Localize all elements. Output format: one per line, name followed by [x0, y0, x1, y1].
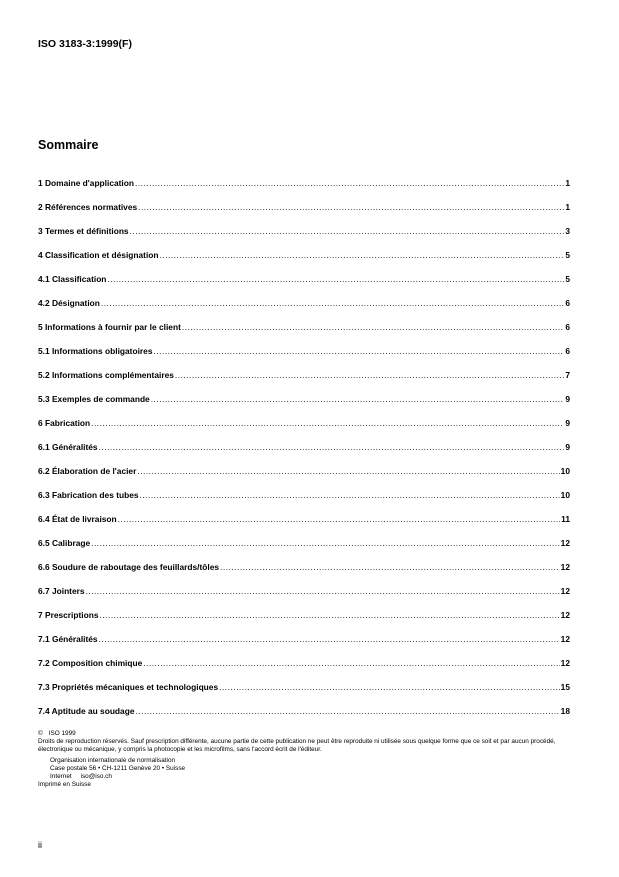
- internet-email[interactable]: iso@iso.ch: [80, 773, 112, 780]
- toc-entry[interactable]: [38, 548, 570, 572]
- toc-leader-dots: [135, 706, 559, 716]
- toc-entry-page: 12: [560, 562, 570, 572]
- toc-entry[interactable]: [38, 308, 570, 332]
- toc-entry[interactable]: [38, 692, 570, 716]
- toc-entry-page: 9: [565, 418, 570, 428]
- toc-entry-label: 4.2 Désignation: [38, 298, 100, 308]
- toc-entry-page: 9: [565, 394, 570, 404]
- printed-in: Imprimé en Suisse: [38, 781, 91, 788]
- toc-entry-label: 6.3 Fabrication des tubes: [38, 490, 139, 500]
- toc-leader-dots: [101, 298, 564, 308]
- toc-entry-page: 12: [560, 658, 570, 668]
- toc-leader-dots: [220, 562, 560, 572]
- copyright-line: [38, 730, 583, 738]
- toc-entry[interactable]: [38, 596, 570, 620]
- toc-leader-dots: [99, 634, 560, 644]
- toc-entry[interactable]: [38, 428, 570, 452]
- toc-entry[interactable]: [38, 644, 570, 668]
- toc-leader-dots: [91, 418, 564, 428]
- toc-leader-dots: [100, 610, 560, 620]
- toc-entry-label: 4.1 Classification: [38, 274, 107, 284]
- page-title: Sommaire: [38, 138, 99, 152]
- toc-entry-page: 5: [565, 274, 570, 284]
- toc-leader-dots: [175, 370, 564, 380]
- copyright-notice: [38, 730, 583, 789]
- toc-entry[interactable]: [38, 500, 570, 524]
- toc-leader-dots: [118, 514, 560, 524]
- rights-text: Droits de reproduction réservés. Sauf prescription différente, aucune partie de cette publication ne peut être reproduite ni utilisée sous quelque forme que ce soit et par aucun procédé, électronique ou mécanique, y compris la photocopie et les microfilms, sans l'accord écrit de l'éditeur.: [38, 738, 556, 753]
- toc-entry-page: 1: [565, 178, 570, 188]
- toc-entry-label: 6.6 Soudure de raboutage des feuillards/tôles: [38, 562, 220, 572]
- toc-entry-label: 1 Domaine d'application: [38, 178, 134, 188]
- toc-entry-label: 4 Classification et désignation: [38, 250, 159, 260]
- copyright-text: ISO 1999: [48, 730, 76, 737]
- toc-entry-page: 6: [565, 346, 570, 356]
- toc-entry-label: 7.2 Composition chimique: [38, 658, 143, 668]
- toc-entry-page: 3: [565, 226, 570, 236]
- toc-entry[interactable]: [38, 452, 570, 476]
- toc-leader-dots: [91, 538, 560, 548]
- toc-leader-dots: [135, 178, 564, 188]
- toc-entry[interactable]: [38, 572, 570, 596]
- toc-entry-page: 12: [560, 610, 570, 620]
- toc-entry-page: 9: [565, 442, 570, 452]
- toc-entry-label: 6.5 Calibrage: [38, 538, 91, 548]
- toc-leader-dots: [160, 250, 565, 260]
- toc-entry[interactable]: [38, 404, 570, 428]
- toc-leader-dots: [153, 346, 564, 356]
- toc-entry-label: 6 Fabrication: [38, 418, 91, 428]
- toc-entry-label: 5.1 Informations obligatoires: [38, 346, 153, 356]
- toc-leader-dots: [86, 586, 560, 596]
- internet-line: [38, 773, 583, 781]
- toc-entry-label: 7.1 Généralités: [38, 634, 98, 644]
- toc-entry[interactable]: [38, 164, 570, 188]
- toc-entry[interactable]: [38, 212, 570, 236]
- toc-leader-dots: [130, 226, 565, 236]
- toc-leader-dots: [219, 682, 560, 692]
- document-id: ISO 3183-3:1999(F): [38, 38, 132, 50]
- toc-entry[interactable]: [38, 524, 570, 548]
- toc-leader-dots: [107, 274, 564, 284]
- toc-leader-dots: [140, 490, 560, 500]
- toc-entry[interactable]: [38, 332, 570, 356]
- toc-entry-label: 3 Termes et définitions: [38, 226, 129, 236]
- toc-entry-page: 18: [560, 706, 570, 716]
- toc-leader-dots: [99, 442, 565, 452]
- toc-entry-label: 6.2 Élaboration de l'acier: [38, 466, 137, 476]
- toc-entry-label: 2 Références normatives: [38, 202, 138, 212]
- toc-entry-page: 12: [560, 538, 570, 548]
- toc-entry[interactable]: [38, 260, 570, 284]
- toc-entry-label: 6.7 Jointers: [38, 586, 85, 596]
- toc-entry-page: 10: [560, 466, 570, 476]
- toc-entry-page: 1: [565, 202, 570, 212]
- toc-leader-dots: [151, 394, 565, 404]
- toc-entry-label: 7 Prescriptions: [38, 610, 99, 620]
- org-name: Organisation internationale de normalisation: [50, 757, 176, 764]
- toc-entry[interactable]: [38, 236, 570, 260]
- org-address: Case postale 56 • CH-1211 Genève 20 • Suisse: [50, 765, 186, 772]
- toc-entry-label: 5.3 Exemples de commande: [38, 394, 150, 404]
- toc-entry-page: 12: [560, 634, 570, 644]
- toc-entry-page: 15: [560, 682, 570, 692]
- toc-entry-page: 5: [565, 250, 570, 260]
- table-of-contents: [38, 164, 570, 716]
- toc-entry[interactable]: [38, 668, 570, 692]
- toc-entry[interactable]: [38, 356, 570, 380]
- toc-entry-label: 5.2 Informations complémentaires: [38, 370, 174, 380]
- internet-label: Internet: [50, 773, 72, 780]
- toc-entry[interactable]: [38, 476, 570, 500]
- toc-leader-dots: [137, 466, 559, 476]
- toc-leader-dots: [143, 658, 559, 668]
- toc-entry[interactable]: [38, 188, 570, 212]
- toc-entry-label: 7.3 Propriétés mécaniques et technologiques: [38, 682, 219, 692]
- toc-leader-dots: [138, 202, 564, 212]
- toc-entry-label: 6.1 Généralités: [38, 442, 98, 452]
- toc-entry[interactable]: [38, 620, 570, 644]
- toc-entry-page: 6: [565, 298, 570, 308]
- copyright-symbol: ©: [38, 730, 43, 737]
- page-number: ii: [38, 840, 42, 850]
- toc-entry-page: 11: [561, 514, 570, 524]
- toc-entry[interactable]: [38, 284, 570, 308]
- toc-entry[interactable]: [38, 380, 570, 404]
- toc-leader-dots: [182, 322, 564, 332]
- toc-entry-page: 10: [560, 490, 570, 500]
- toc-entry-label: 5 Informations à fournir par le client: [38, 322, 181, 332]
- toc-entry-page: 6: [565, 322, 570, 332]
- toc-entry-label: 7.4 Aptitude au soudage: [38, 706, 135, 716]
- toc-entry-page: 12: [560, 586, 570, 596]
- toc-entry-page: 7: [565, 370, 570, 380]
- toc-entry-label: 6.4 État de livraison: [38, 514, 117, 524]
